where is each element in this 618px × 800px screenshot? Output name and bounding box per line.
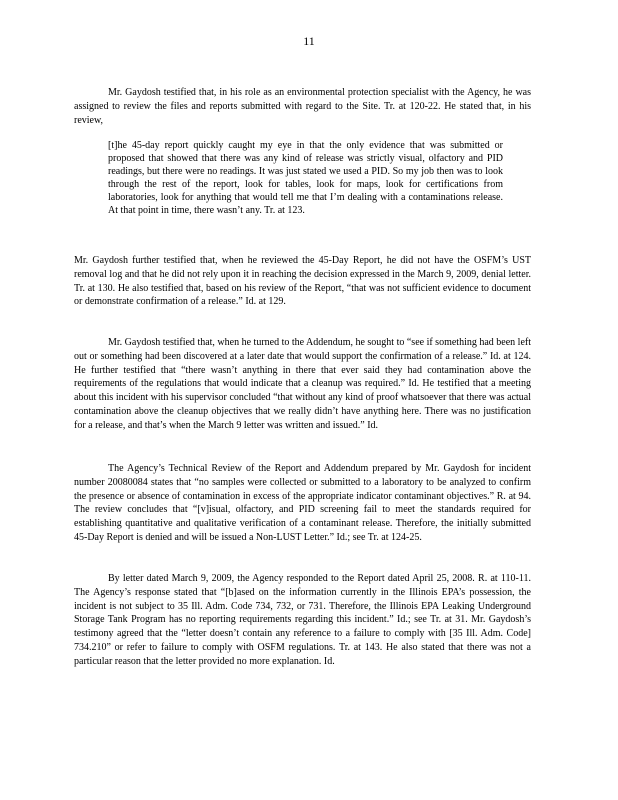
paragraph-denial-letter: By letter dated March 9, 2009, the Agency responded to the Report dated April 25, 2008. R. at 110-11. The Agency’s response stated that “[b]ased on the information currently in the Illinois EPA’s possession, the incident is not subject to 35 Ill. Adm. Code 734, 732, or 731. Therefore, the Illinois EPA Leaking Underground Storage Tank Program has no reporting requirements regarding this incident.” Id.; see Tr. at 31. Mr. Gaydosh’s testimony agreed that the “letter doesn’t contain any reference to a failure to comply with [35 Ill. Adm. Code] 734.210” or refer to failure to comply with OSFM regulations. Tr. at 143. He also stated that there was not a particular reason that the letter provided no more explanation. Id. xyxy=(74,573,531,667)
paragraph-testimony-role: Mr. Gaydosh testified that, in his role as an environmental protection specialist with the Agency, he was assigned to review the files and reports submitted with regard to the Site. Tr. at 120-22. He stated that, in his review, xyxy=(74,87,531,126)
page-number: 11 xyxy=(303,34,315,48)
paragraph-technical-review: The Agency’s Technical Review of the Report and Addendum prepared by Mr. Gaydosh for incident number 20080084 states that “no samples were collected or submitted to a laboratory to be analyzed to confirm the presence or absence of contamination in excess of the appropriate indicator contaminant objectives.” R. at 94. The review concludes that “[v]isual, olfactory, and PID screening fail to meet the standards required for establishing quantitative and qualitative verification of a contaminant release. Therefore, the initially submitted 45-Day Report is denied and will be issued a Non-LUST Letter.” Id.; see Tr. at 124-25. xyxy=(74,463,531,543)
paragraph-addendum-review: Mr. Gaydosh testified that, when he turned to the Addendum, he sought to “see if something had been left out or something had been discovered at a later date that would support the confirmation of a release.” Id. at 124. He further testified that “there wasn’t anything in there that ever said they had contamination above the requirements of the regulations that would indicate that a cleanup was required.” Id. He testified that a meeting about this incident with his supervisor concluded “that without any kind of proof whatsoever that there was actual contamination above the cleanup objectives that we really didn’t have anything here. There was no justification for a release, and that’s when the March 9 letter was written and issued.” Id. xyxy=(74,337,531,431)
paragraph-ust-removal-log: Mr. Gaydosh further testified that, when he reviewed the 45-Day Report, he did not have the OSFM’s UST removal log and that he did not rely upon it in reaching the decision expressed in the March 9, 2009, denial letter. Tr. at 130. He also testified that, based on his review of the Report, “that was not sufficient evidence to document or demonstrate confirmation of a release.” Id. at 129. xyxy=(74,255,531,308)
block-quote-45-day-report: [t]he 45-day report quickly caught my eye in that the only evidence that was submitted or proposed that showed that there was any kind of release was strictly visual, olfactory and PID readings, but there were no readings. It was just stated we used a PID. So my job then was to look through the rest of the report, look for tables, look for maps, look for certifications from laboratories, look for anything that would tell me that I’m dealing with a contaminations release. At that point in time, there wasn’t any. Tr. at 123. xyxy=(108,140,503,216)
